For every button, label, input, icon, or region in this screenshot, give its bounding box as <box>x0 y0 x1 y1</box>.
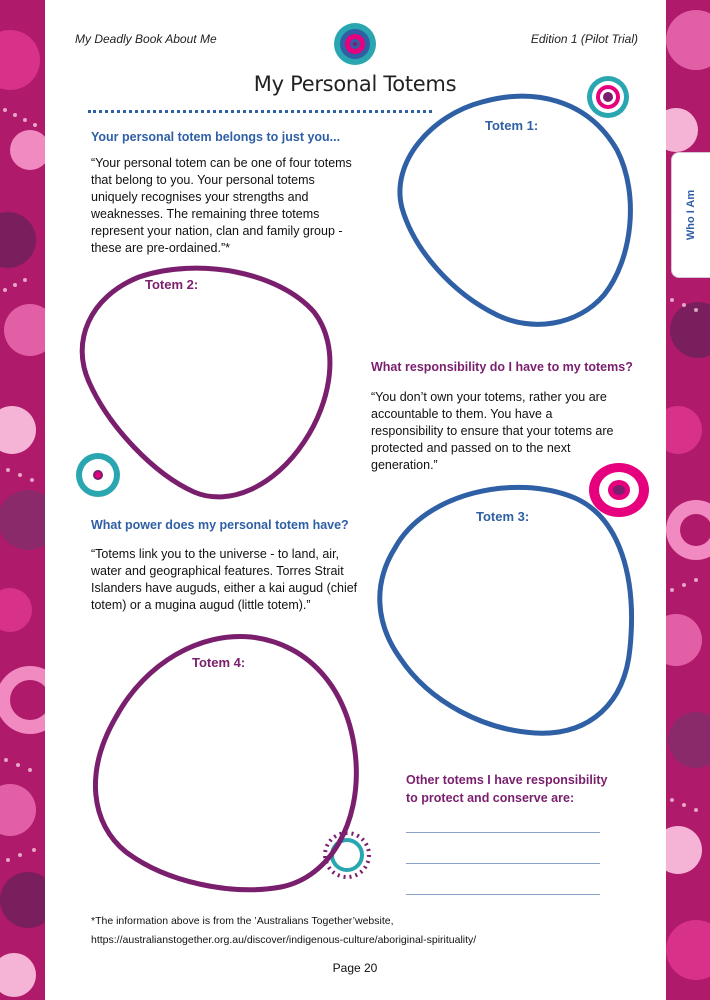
intro-body: “Your personal totem can be one of four totems that belong to you. Your personal totems uniquely recognises your strengths and weaknesses. The remaining three totems represent your nation, clan and family group - these are pre-ordained.”* <box>91 156 352 255</box>
left-decorative-border <box>0 0 45 1000</box>
edition-label: Edition 1 (Pilot Trial) <box>530 32 638 46</box>
section-tab-label: Who I Am <box>685 189 697 241</box>
footnote-url[interactable]: https://australianstogether.org.au/discover/indigenous-culture/aboriginal-spirituality/ <box>91 934 477 946</box>
responsibility-heading: What responsibility do I have to my totems? <box>371 360 633 374</box>
header-dot-ring-icon <box>333 22 377 66</box>
intro-heading: Your personal totem belongs to just you... <box>91 130 341 144</box>
totem-2-label: Totem 2: <box>145 277 199 292</box>
power-heading: What power does my personal totem have? <box>91 518 349 532</box>
page-title: My Personal Totems <box>253 72 457 96</box>
other-totems-heading-line2: to protect and conserve are: <box>406 791 575 805</box>
totem-2-drawing-area[interactable] <box>79 262 332 504</box>
footnote <box>91 912 476 950</box>
responsibility-body: “You don’t own your totems, rather you are accountable to them. You have a responsibility to ensure that your totems are protected and passed on to the next generation.” <box>371 390 614 472</box>
section-tab[interactable] <box>671 152 710 278</box>
title-divider <box>88 110 432 113</box>
footnote-line: *The information above is from the ’Australians Together’website, <box>91 915 394 927</box>
answer-line[interactable] <box>406 863 600 864</box>
page-number: Page 20 <box>332 961 378 975</box>
totem-1-label: Totem 1: <box>485 118 539 133</box>
answer-line[interactable] <box>406 832 600 833</box>
power-body: “Totems link you to the universe - to land, air, water and geographical features. Torres Strait Islanders have auguds, either a kai augud (chief totem) or a mugina augud (little totem).” <box>91 547 358 612</box>
book-title: My Deadly Book About Me <box>75 32 217 46</box>
totem-4-label: Totem 4: <box>192 655 246 670</box>
other-totems-heading-line1: Other totems I have responsibility <box>406 773 608 787</box>
answer-line[interactable] <box>406 894 600 895</box>
totem-4-drawing-area[interactable] <box>86 632 359 894</box>
right-decorative-border <box>666 0 710 1000</box>
totem-3-label: Totem 3: <box>476 509 530 524</box>
